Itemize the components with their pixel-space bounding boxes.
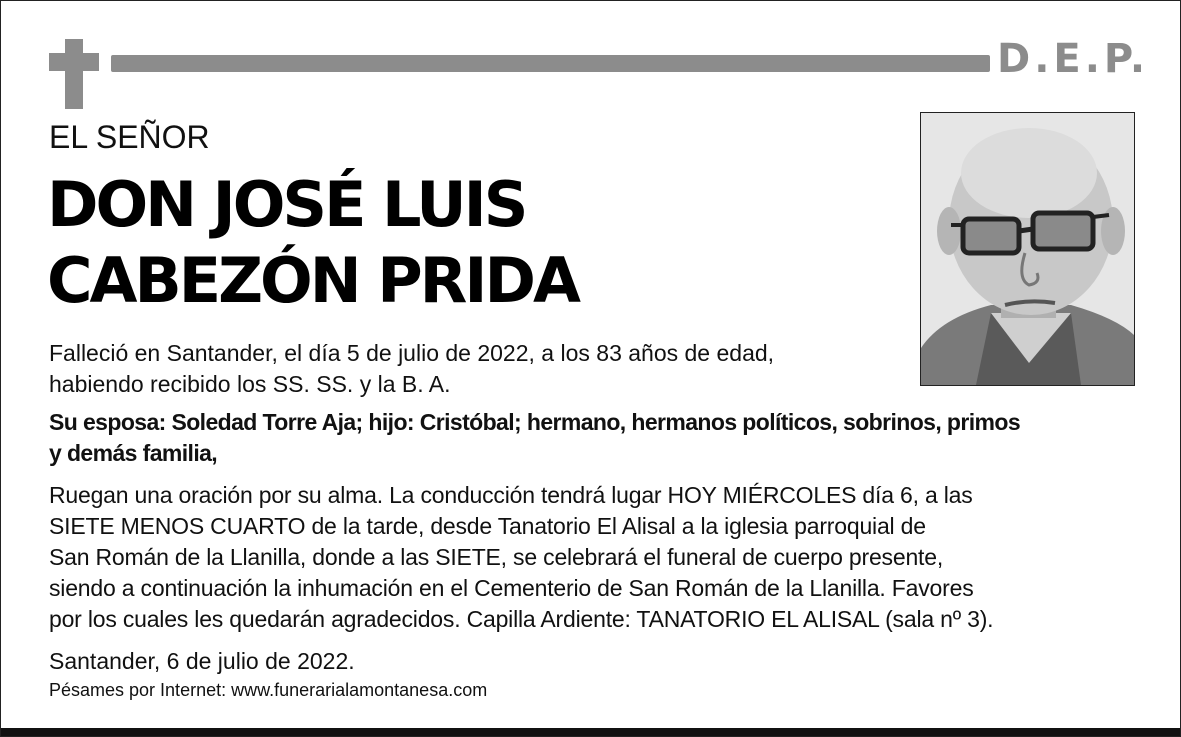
death-notice [49,338,869,400]
portrait-illustration [921,113,1134,385]
cross-icon-vertical-bar [65,39,83,109]
footer-rule [1,728,1181,737]
header-rule [111,55,990,72]
deceased-name-line-1: DON JOSÉ LUIS [47,168,526,241]
deceased-name [47,167,578,319]
ceremony-paragraph [49,480,1159,635]
ceremony-line: siendo a continuación la inhumación en el Cementerio de San Román de la Llanilla. Favores [49,575,974,601]
condolences-website: Pésames por Internet: www.funerarialamontanesa.com [49,680,488,700]
cross-icon [1,1,111,111]
ceremony-line: San Román de la Llanilla, donde a las SIETE, se celebrará el funeral de cuerpo presente, [49,544,944,570]
dep-abbreviation: D.E.P. [997,36,1150,82]
family-line-2: y demás familia, [49,440,218,466]
ceremony-line: SIETE MENOS CUARTO de la tarde, desde Tanatorio El Alisal a la iglesia parroquial de [49,513,926,539]
family-line-1: Su esposa: Soledad Torre Aja; hijo: Cristóbal; hermano, hermanos políticos, sobrinos, primos [49,409,1021,435]
family-paragraph [49,407,1099,469]
deceased-name-line-2: CABEZÓN PRIDA [47,244,578,317]
death-notice-line-2: habiendo recibido los SS. SS. y la B. A. [49,371,451,397]
honorific-label: EL SEÑOR [49,119,210,155]
ceremony-line: por los cuales les quedarán agradecidos. Capilla Ardiente: TANATORIO EL ALISAL (sala nº 3). [49,606,994,632]
portrait-photo [920,112,1135,386]
place-date: Santander, 6 de julio de 2022. [49,648,355,674]
death-notice-line-1: Falleció en Santander, el día 5 de julio de 2022, a los 83 años de edad, [49,340,775,366]
ceremony-line: Ruegan una oración por su alma. La conducción tendrá lugar HOY MIÉRCOLES día 6, a las [49,482,973,508]
cross-icon-horizontal-bar [49,53,99,71]
